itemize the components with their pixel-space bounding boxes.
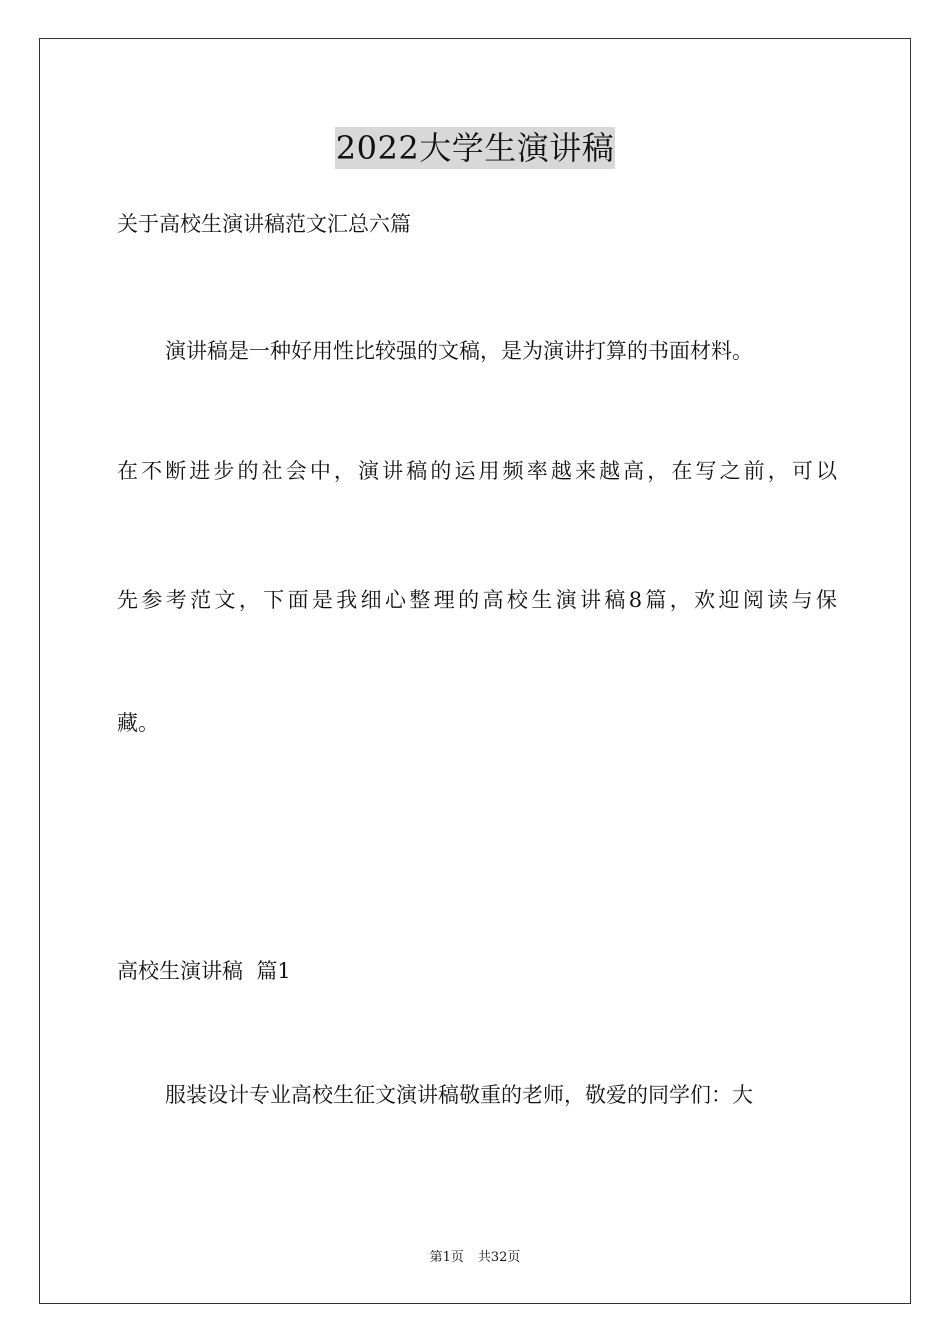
intro-line-2: 在不断进步的社会中，演讲稿的运用频率越来越高，在写之前，可以 bbox=[117, 459, 837, 483]
document-title-text: 2022大学生演讲稿 bbox=[335, 129, 615, 167]
intro-line-3: 先参考范文，下面是我细心整理的高校生演讲稿8篇，欢迎阅读与保 bbox=[117, 588, 837, 612]
page-footer bbox=[0, 1249, 950, 1267]
document-subtitle: 关于高校生演讲稿范文汇总六篇 bbox=[117, 212, 411, 236]
section-heading: 高校生演讲稿 篇1 bbox=[117, 959, 291, 983]
page-total: 共32页 bbox=[477, 1250, 521, 1265]
intro-line-4: 藏。 bbox=[117, 711, 159, 735]
document-title bbox=[0, 127, 950, 169]
page-number: 第1页 bbox=[429, 1250, 464, 1265]
intro-line-1: 演讲稿是一种好用性比较强的文稿，是为演讲打算的书面材料。 bbox=[165, 339, 753, 363]
section-first-line: 服装设计专业高校生征文演讲稿敬重的老师，敬爱的同学们：大 bbox=[165, 1083, 753, 1107]
